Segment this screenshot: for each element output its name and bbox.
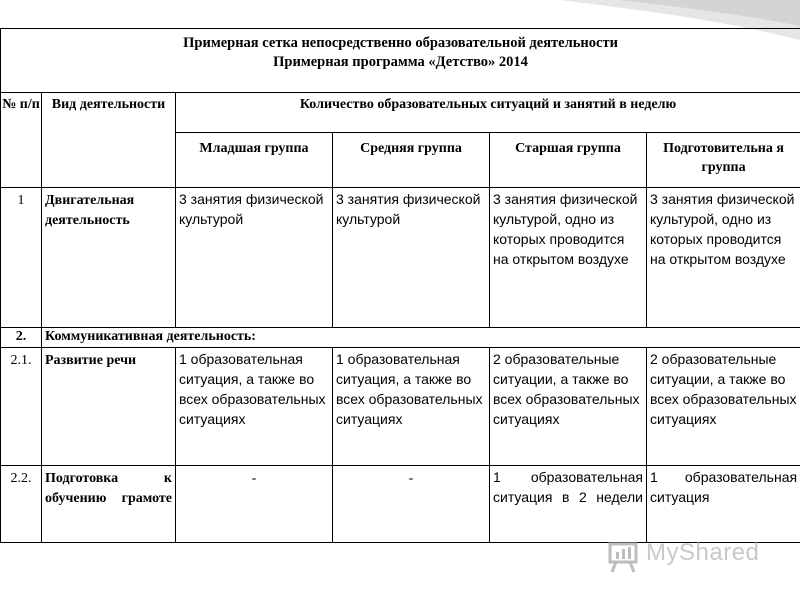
section-num: 2.: [1, 328, 42, 348]
row-cell-junior: 1 образовательная ситуация, а также во всех образовательных ситуациях: [176, 348, 333, 466]
row-cell-prep: 1 образовательная ситуация: [647, 466, 800, 543]
section-row: [1, 328, 800, 348]
table-row: [1, 188, 800, 328]
row-cell-prep: 3 занятия физической культурой, одно из которых проводится на открытом воздухе: [647, 188, 800, 328]
row-cell-junior: -: [176, 466, 333, 543]
document: [0, 28, 800, 543]
row-activity: [42, 466, 176, 543]
header-num: № п/п: [1, 93, 42, 188]
header-group-prep: Подготовительна я группа: [647, 133, 800, 188]
schedule-table: [0, 28, 800, 543]
table-row: [1, 466, 800, 543]
row-num: 2.1.: [1, 348, 42, 466]
title-line-1: Примерная сетка непосредственно образовательной деятельности: [183, 35, 618, 51]
row-cell-prep: 2 образовательные ситуации, а также во всех образовательных ситуациях: [647, 348, 800, 466]
row-num: 2.2.: [1, 466, 42, 543]
header-group-middle: Средняя группа: [333, 133, 490, 188]
row-activity: Развитие речи: [42, 348, 176, 466]
title-line-2: Примерная программа «Детство» 2014: [273, 54, 528, 70]
row-cell-junior: 3 занятия физической культурой: [176, 188, 333, 328]
table-title: [1, 29, 800, 93]
table-row: [1, 348, 800, 466]
watermark-text: MyShared: [646, 539, 760, 566]
header-group-senior: Старшая группа: [490, 133, 647, 188]
row-cell-middle: 1 образовательная ситуация, а также во всех образовательных ситуациях: [333, 348, 490, 466]
row-cell-senior: 3 занятия физической культурой, одно из которых проводится на открытом воздухе: [490, 188, 647, 328]
row-cell-senior: 1 образовательная ситуация в 2 недели: [490, 466, 647, 543]
header-group-junior: Младшая группа: [176, 133, 333, 188]
row-cell-middle: 3 занятия физической культурой: [333, 188, 490, 328]
row-cell-senior: 2 образовательные ситуации, а также во всех образовательных ситуациях: [490, 348, 647, 466]
row-num: 1: [1, 188, 42, 328]
title-row: [1, 29, 800, 93]
header-row: [1, 93, 800, 133]
header-activity: Вид деятельности: [42, 93, 176, 188]
section-title: Коммуникативная деятельность:: [42, 328, 800, 348]
row-cell-middle: -: [333, 466, 490, 543]
row-activity: Двигательная деятельность: [42, 188, 176, 328]
row-activity-text: Подготовка к обучению грамоте: [45, 471, 172, 506]
header-count: Количество образовательных ситуаций и занятий в неделю: [176, 93, 800, 133]
